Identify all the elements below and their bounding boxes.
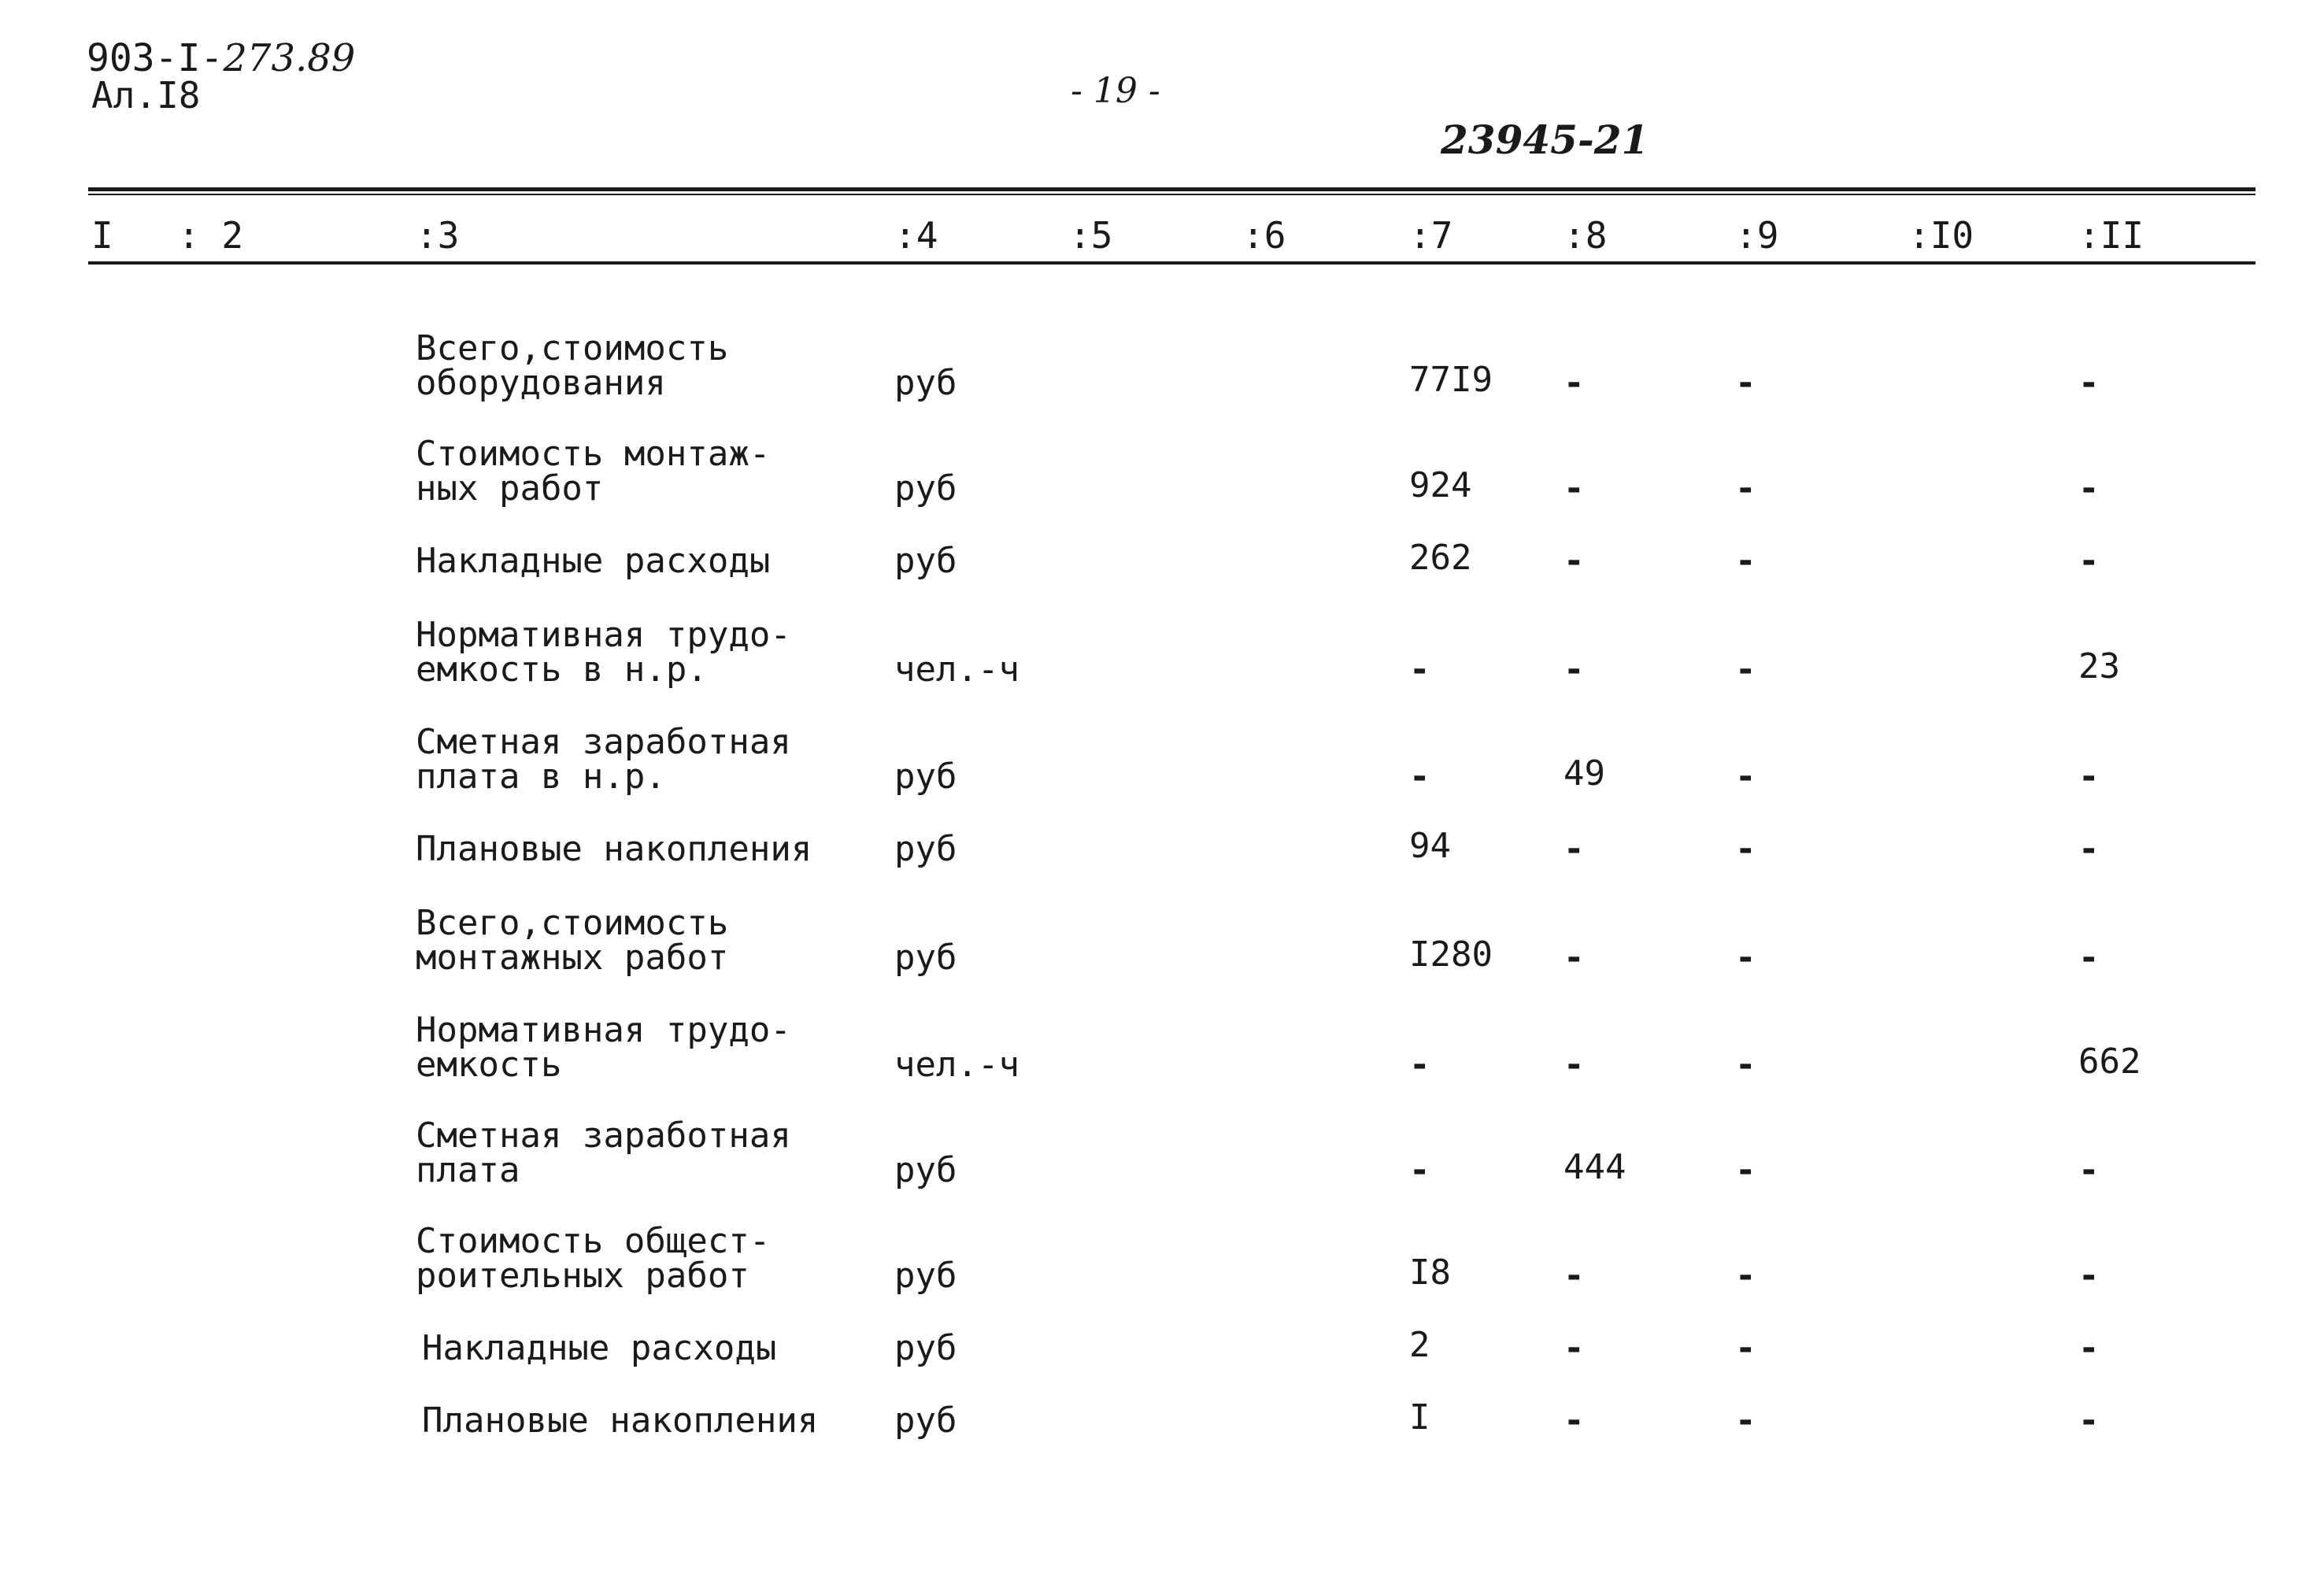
row-value-col7: -	[1409, 1150, 1430, 1190]
row-value-col7: 262	[1409, 538, 1472, 578]
column-header-5: :5	[1069, 214, 1113, 257]
page-number: - 19 -	[1071, 71, 1160, 111]
row-value-col9: -	[1735, 1256, 1756, 1296]
document-code: 23945-21	[1441, 117, 1649, 163]
row-label-line: ных работ	[416, 468, 604, 509]
document-number-printed: 903-I-	[87, 36, 224, 80]
row-label-line: емкость	[416, 1045, 562, 1085]
row-value-col11: -	[2078, 1328, 2100, 1368]
album-number: Ал.I8	[91, 74, 201, 117]
header-bottom-rule	[88, 261, 2256, 265]
row-value-col11: -	[2078, 1150, 2100, 1190]
row-label-line: Плановые накопления	[416, 829, 812, 869]
row-label-line: плата в н.р.	[416, 757, 666, 797]
row-value-col8: -	[1564, 649, 1585, 690]
row-label-line: Плановые накопления	[422, 1401, 819, 1441]
column-header-3: :3	[416, 214, 460, 257]
row-value-col9: -	[1735, 1045, 1756, 1085]
row-value-col11: -	[2078, 468, 2100, 509]
row-value-col11: 23	[2078, 646, 2120, 686]
row-label-line: Нормативная трудо-	[416, 1010, 791, 1050]
row-value-col8: -	[1564, 1401, 1585, 1441]
column-header-2: : 2	[178, 214, 244, 257]
row-unit: чел.-ч	[894, 649, 1020, 690]
row-value-col8: -	[1564, 363, 1585, 403]
row-unit: чел.-ч	[894, 1045, 1020, 1085]
row-label-line: Сметная заработная	[416, 722, 791, 762]
row-value-col7: 924	[1409, 465, 1472, 505]
row-unit: руб	[894, 363, 957, 403]
row-label-line: Накладные расходы	[422, 1328, 777, 1368]
row-value-col7: I280	[1409, 934, 1493, 975]
column-header-6: :6	[1242, 214, 1286, 257]
row-value-col7: I8	[1409, 1253, 1451, 1293]
row-value-col7: 77I9	[1409, 360, 1493, 400]
row-label-line: монтажных работ	[416, 938, 729, 978]
row-value-col9: -	[1735, 1150, 1756, 1190]
column-header-8: :8	[1564, 214, 1608, 257]
row-value-col8: -	[1564, 1045, 1585, 1085]
row-value-col11: -	[2078, 541, 2100, 581]
row-value-col8: -	[1564, 541, 1585, 581]
column-header-7: :7	[1409, 214, 1453, 257]
row-unit: руб	[894, 757, 957, 797]
row-value-col8: -	[1564, 829, 1585, 869]
row-value-col11: 662	[2078, 1042, 2141, 1082]
row-label-line: плата	[416, 1150, 520, 1190]
row-value-col7: I	[1409, 1397, 1430, 1438]
row-value-col7: -	[1409, 1045, 1430, 1085]
row-value-col7: -	[1409, 649, 1430, 690]
row-value-col9: -	[1735, 1328, 1756, 1368]
row-label-line: Нормативная трудо-	[416, 615, 791, 655]
row-value-col8: -	[1564, 468, 1585, 509]
row-value-col8: -	[1564, 1256, 1585, 1296]
row-unit: руб	[894, 1401, 957, 1441]
row-value-col7: 94	[1409, 826, 1451, 866]
row-label-line: Стоимость монтаж-	[416, 434, 771, 474]
row-value-col8: -	[1564, 938, 1585, 978]
row-value-col11: -	[2078, 1401, 2100, 1441]
row-value-col7: 2	[1409, 1325, 1430, 1365]
row-value-col8: -	[1564, 1328, 1585, 1368]
column-header-4: :4	[894, 214, 938, 257]
document-number-handwritten: 273.89	[223, 36, 356, 80]
row-value-col9: -	[1735, 468, 1756, 509]
row-value-col9: -	[1735, 1401, 1756, 1441]
row-value-col9: -	[1735, 541, 1756, 581]
row-label-line: Стоимость общест-	[416, 1221, 771, 1261]
row-value-col11: -	[2078, 363, 2100, 403]
row-unit: руб	[894, 1328, 957, 1368]
row-label-line: емкость в н.р.	[416, 649, 708, 690]
row-value-col9: -	[1735, 757, 1756, 797]
row-unit: руб	[894, 938, 957, 978]
table-top-rule	[88, 187, 2256, 191]
row-value-col11: -	[2078, 757, 2100, 797]
column-header-9: :9	[1735, 214, 1779, 257]
row-unit: руб	[894, 468, 957, 509]
row-value-col11: -	[2078, 1256, 2100, 1296]
document-number	[87, 38, 355, 79]
row-label-line: Всего,стоимость	[416, 903, 729, 943]
row-value-col9: -	[1735, 938, 1756, 978]
row-value-col9: -	[1735, 363, 1756, 403]
column-header-1: I	[91, 214, 113, 257]
row-label-line: Всего,стоимость	[416, 328, 729, 368]
row-value-col11: -	[2078, 829, 2100, 869]
row-label-line: оборудования	[416, 363, 666, 403]
row-value-col7: -	[1409, 757, 1430, 797]
row-unit: руб	[894, 541, 957, 581]
row-unit: руб	[894, 1150, 957, 1190]
row-value-col8: 444	[1564, 1147, 1626, 1187]
row-unit: руб	[894, 1256, 957, 1296]
row-value-col9: -	[1735, 829, 1756, 869]
column-header-10: :I0	[1908, 214, 1974, 257]
table-top-rule-thin	[88, 194, 2256, 195]
row-label-line: Накладные расходы	[416, 541, 771, 581]
row-value-col8: 49	[1564, 753, 1605, 794]
row-label-line: роительных работ	[416, 1256, 749, 1296]
row-unit: руб	[894, 829, 957, 869]
row-label-line: Сметная заработная	[416, 1116, 791, 1156]
row-value-col11: -	[2078, 938, 2100, 978]
row-value-col9: -	[1735, 649, 1756, 690]
column-header-11: :II	[2078, 214, 2145, 257]
